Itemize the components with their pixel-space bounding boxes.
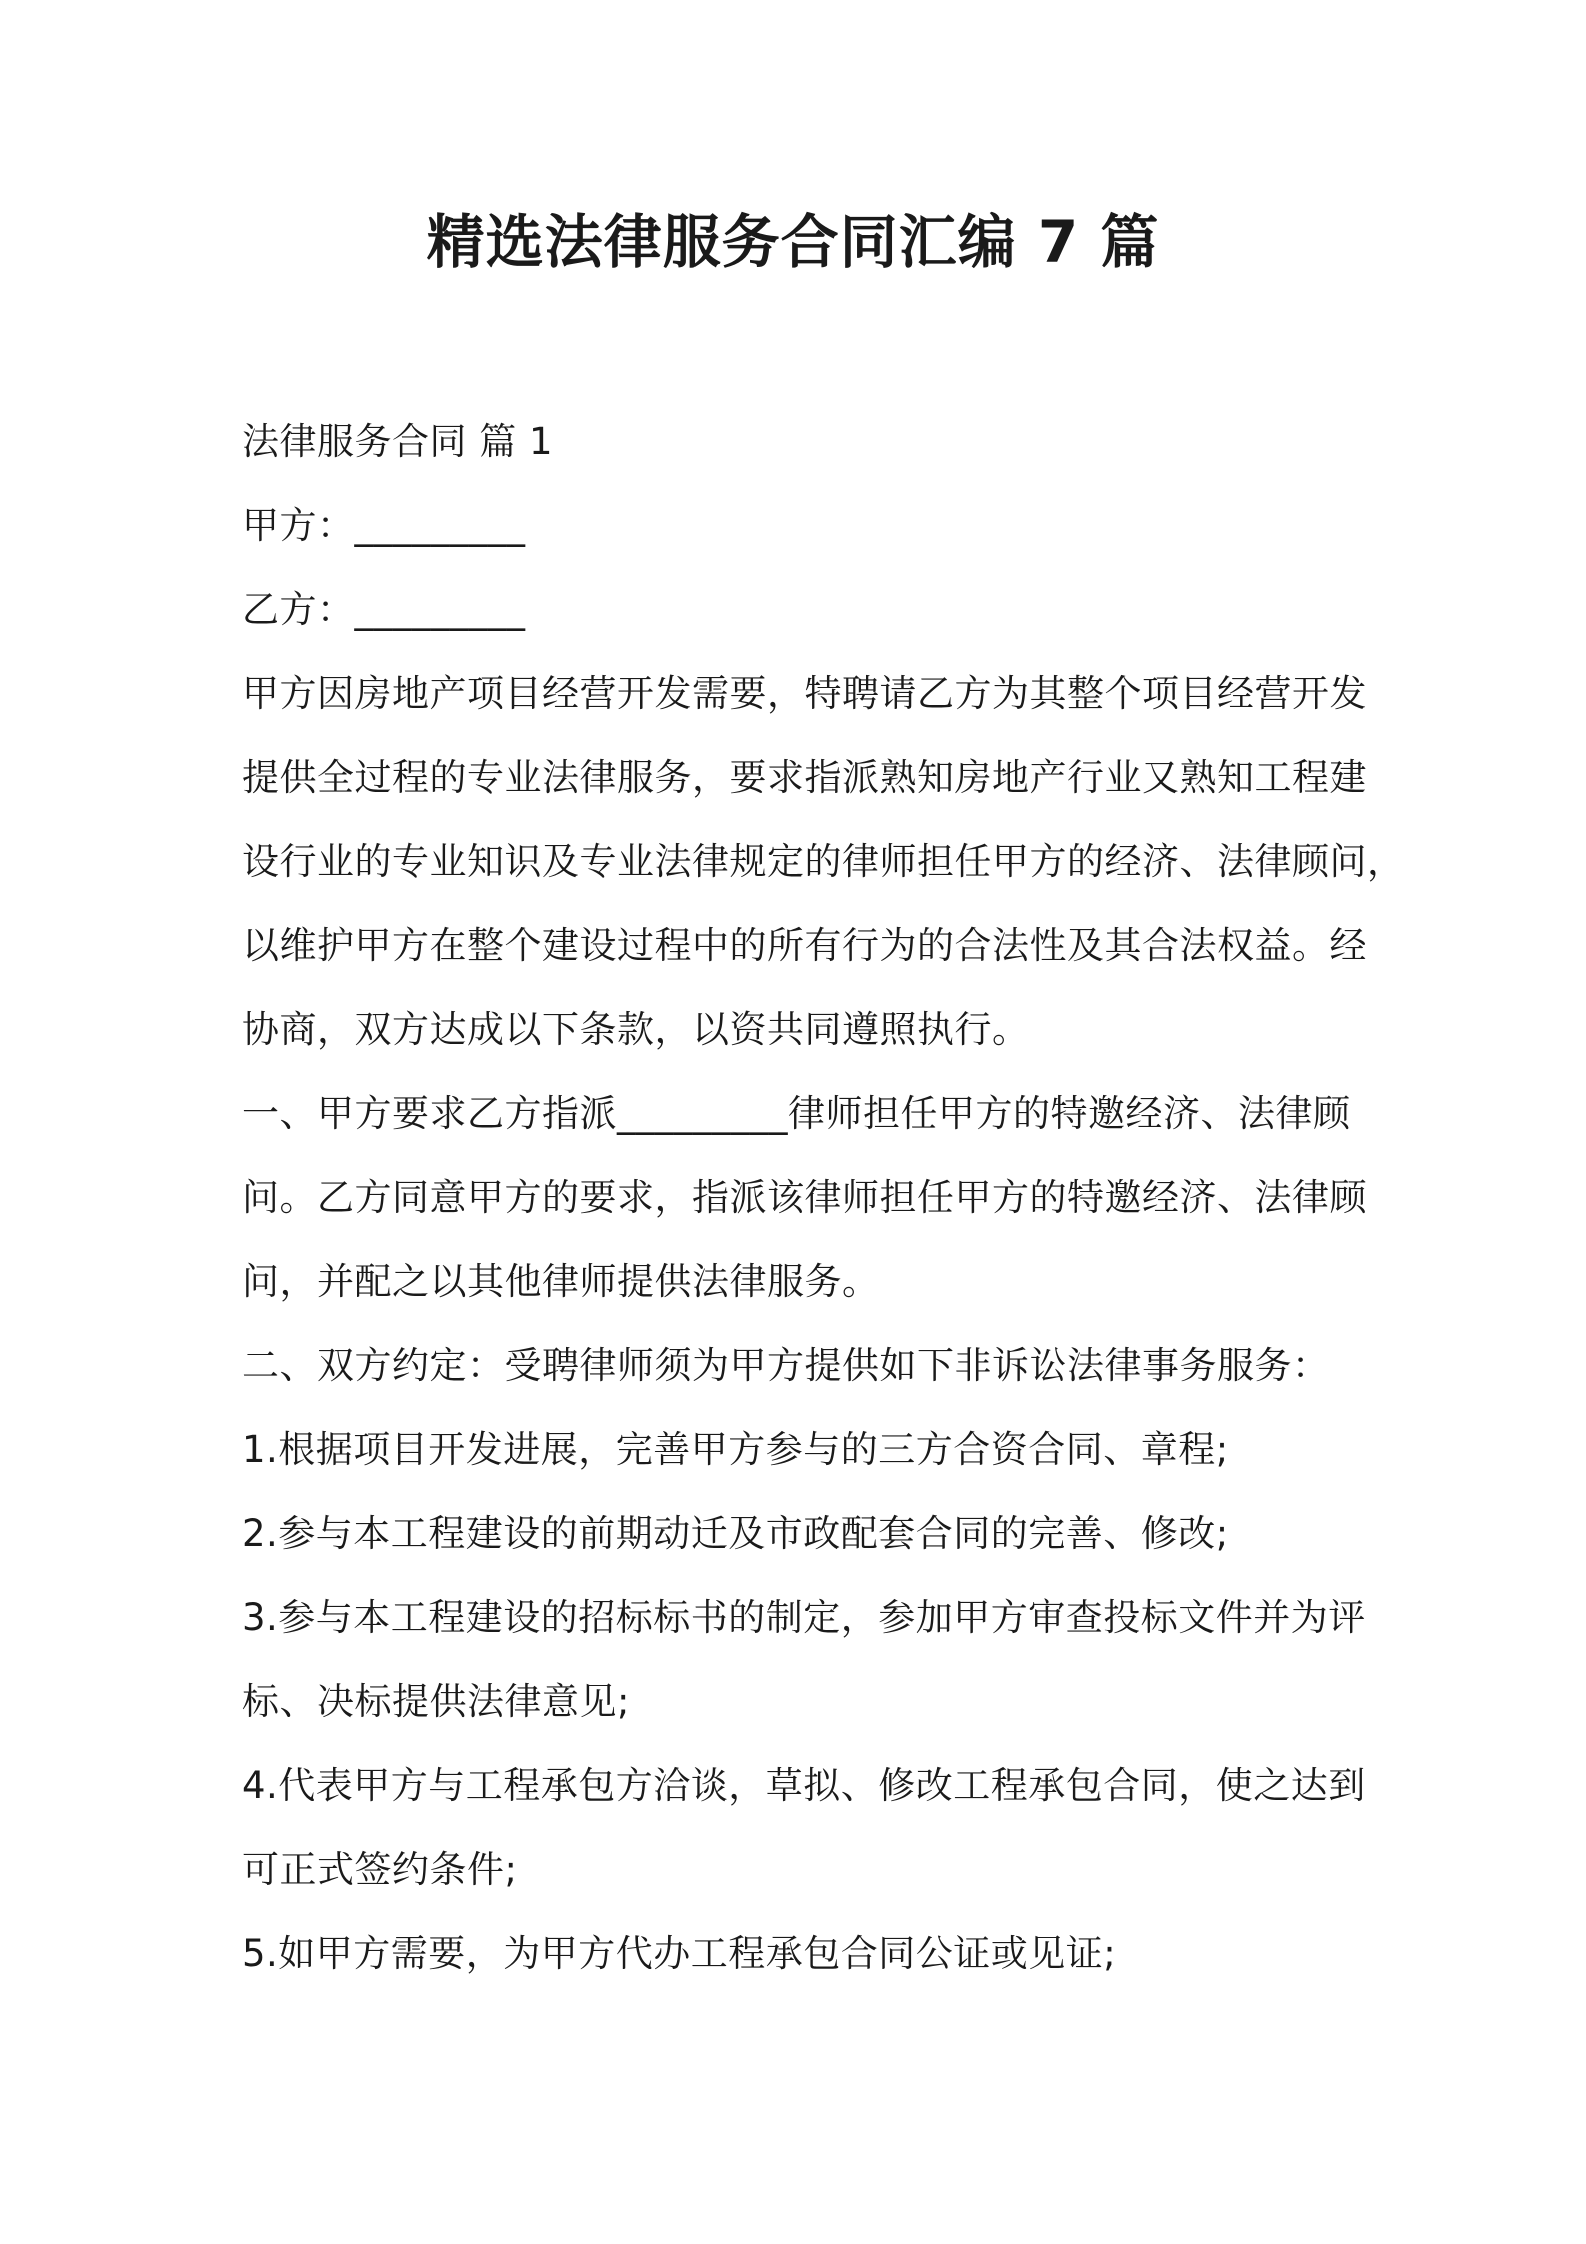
body-line: 甲方因房地产项目经营开发需要，特聘请乙方为其整个项目经营开发	[242, 672, 1367, 715]
section-heading: 法律服务合同 篇 1	[242, 420, 554, 463]
body-line: 设行业的专业知识及专业法律规定的律师担任甲方的经济、法律顾问，	[242, 840, 1405, 883]
clause-one-line: 一、甲方要求乙方指派_________律师担任甲方的特邀经济、法律顾	[242, 1092, 1351, 1135]
document-title: 精选法律服务合同汇编 7 篇	[426, 208, 1160, 276]
document-body	[242, 400, 1405, 1996]
list-item-1: 1.根据项目开发进展，完善甲方参与的三方合资合同、章程;	[242, 1428, 1229, 1471]
party-b-line: 乙方：_________	[242, 588, 526, 631]
clause-two-line: 二、双方约定：受聘律师须为甲方提供如下非诉讼法律事务服务：	[242, 1344, 1330, 1387]
body-line: 以维护甲方在整个建设过程中的所有行为的合法性及其合法权益。经	[242, 924, 1367, 967]
list-item-4: 4.代表甲方与工程承包方洽谈，草拟、修改工程承包合同，使之达到	[242, 1764, 1366, 1807]
body-line: 协商，双方达成以下条款，以资共同遵照执行。	[242, 1008, 1030, 1051]
party-a-line: 甲方：_________	[242, 504, 526, 547]
list-item-2: 2.参与本工程建设的前期动迁及市政配套合同的完善、修改;	[242, 1512, 1229, 1555]
body-line: 提供全过程的专业法律服务，要求指派熟知房地产行业又熟知工程建	[242, 756, 1367, 799]
list-item-3: 3.参与本工程建设的招标标书的制定，参加甲方审查投标文件并为评	[242, 1596, 1366, 1639]
list-item-5: 5.如甲方需要，为甲方代办工程承包合同公证或见证;	[242, 1932, 1117, 1975]
clause-one-line: 问，并配之以其他律师提供法律服务。	[242, 1260, 880, 1303]
list-item-4-cont: 可正式签约条件;	[242, 1848, 518, 1891]
clause-one-line: 问。乙方同意甲方的要求，指派该律师担任甲方的特邀经济、法律顾	[242, 1176, 1367, 1219]
list-item-3-cont: 标、决标提供法律意见;	[242, 1680, 630, 1723]
